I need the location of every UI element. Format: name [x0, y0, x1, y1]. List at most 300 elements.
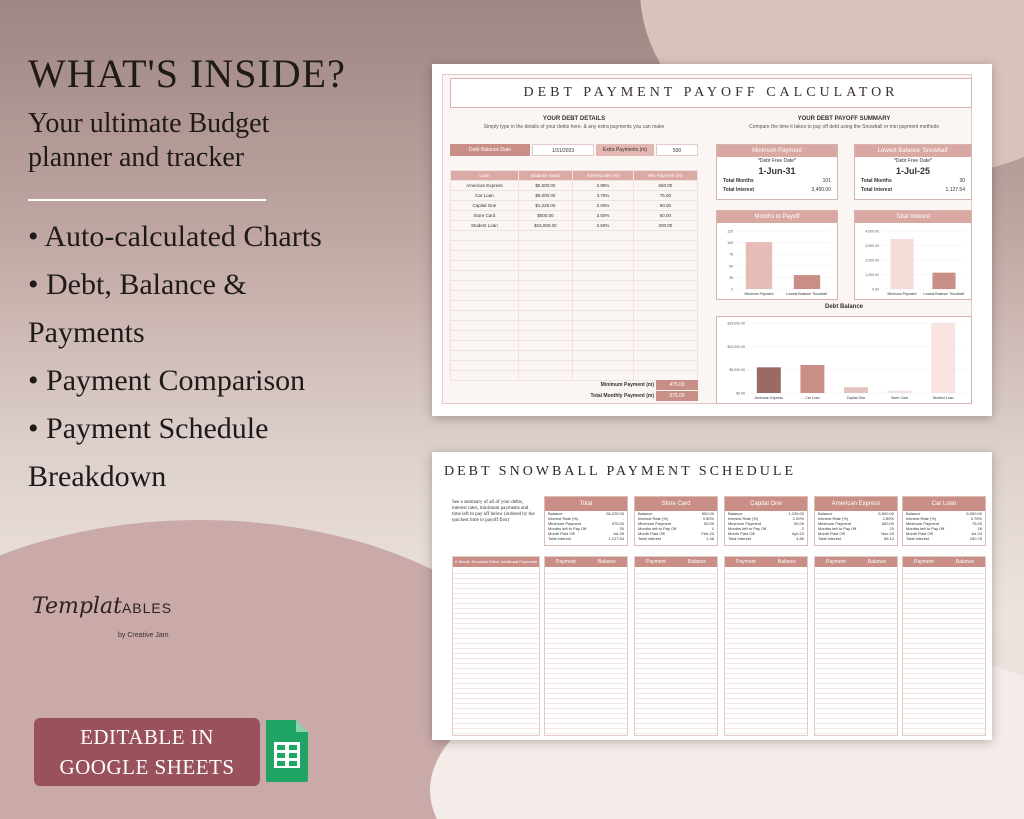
summary-label: Total Interest — [548, 536, 571, 541]
debt-chart-svg — [717, 317, 971, 403]
x-tick-label: Minimum Payment — [744, 292, 774, 296]
x-tick-label: Car Loan — [805, 396, 820, 400]
payment-column — [724, 556, 808, 736]
card-months-label: Total Months — [723, 178, 754, 184]
summary-card — [544, 496, 628, 546]
bar — [888, 391, 912, 393]
summary-value: 3.50% — [702, 516, 714, 521]
page-title: WHAT'S INSIDE? — [28, 51, 346, 96]
table-cell[interactable] — [451, 361, 519, 371]
summary-value: 75.00 — [971, 521, 982, 526]
schedule-rows — [903, 569, 985, 735]
summary-value: Apr-23 — [791, 531, 804, 536]
table-cell[interactable] — [518, 291, 572, 301]
table-cell[interactable] — [451, 321, 519, 331]
payment-column — [814, 556, 898, 736]
table-cell[interactable]: $15,000.00 — [518, 221, 572, 231]
table-row[interactable] — [451, 261, 698, 271]
table-cell[interactable] — [633, 341, 697, 351]
table-cell[interactable]: 75.00 — [633, 191, 697, 201]
table-cell[interactable] — [451, 271, 519, 281]
schedule-rows — [545, 569, 627, 735]
summary-value: 6,000.00 — [966, 511, 982, 516]
feature-item: • Auto-calculated Charts — [28, 220, 322, 253]
summary-value: Jul-24 — [971, 531, 982, 536]
table-cell[interactable]: Car Loan — [451, 191, 519, 201]
table-cell[interactable] — [451, 341, 519, 351]
column-header: Balance — [955, 559, 974, 565]
column-header: Month — [458, 559, 470, 564]
column-header: Balance — [777, 559, 796, 565]
payment-header — [903, 557, 985, 567]
table-header: Interest rate (%) — [573, 171, 634, 181]
bar — [757, 367, 781, 393]
bar — [746, 242, 772, 289]
table-cell[interactable] — [633, 231, 697, 241]
column-header: Balance — [687, 559, 706, 565]
summary-value: 1,127.54 — [608, 536, 624, 541]
card-interest: 3,450.00 — [811, 187, 831, 193]
y-tick-label: 0.00 — [872, 287, 879, 292]
total-payment-value: 975.00 — [656, 391, 698, 401]
y-tick-label: 2,000.00 — [865, 258, 879, 263]
table-row[interactable] — [451, 371, 698, 381]
table-row[interactable] — [451, 351, 698, 361]
payment-header — [545, 557, 627, 567]
schedule-rows — [725, 569, 807, 735]
summary-label: Total Interest — [728, 536, 751, 541]
min-payment-label: Minimum Payment (m) — [600, 382, 654, 388]
summary-value: 975.00 — [611, 521, 624, 526]
y-tick-label: 0 — [731, 287, 733, 292]
summary-value: 30 — [619, 526, 624, 531]
table-cell[interactable]: Capital One — [451, 201, 519, 211]
summary-card — [724, 496, 808, 546]
column-header: Snowball Effect — [471, 559, 499, 564]
summary-value: 5,500.00 — [878, 511, 894, 516]
table-cell[interactable] — [451, 311, 519, 321]
table-cell[interactable] — [518, 361, 572, 371]
schedule-rows — [453, 569, 539, 735]
table-cell[interactable] — [633, 271, 697, 281]
summary-value: 2 — [801, 526, 804, 531]
card-interest-label: Total Interest — [861, 187, 893, 193]
summary-label: Month Paid Off — [728, 531, 755, 536]
x-tick-label: Capital One — [846, 396, 866, 400]
summary-title: Total — [545, 497, 627, 511]
summary-title: Capital One — [725, 497, 807, 511]
table-header: Min Payment (m) — [633, 171, 697, 181]
interest-chart-svg — [855, 223, 971, 299]
card-free-label: *Debt Free Date* — [757, 158, 797, 164]
table-cell[interactable] — [573, 291, 634, 301]
summary-row — [815, 536, 897, 541]
card-months: 30 — [959, 178, 965, 184]
summary-label: Months left to Pay Off — [906, 526, 945, 531]
table-cell[interactable] — [573, 271, 634, 281]
summary-label: Total Interest — [638, 536, 661, 541]
table-cell[interactable] — [518, 331, 572, 341]
table-cell[interactable] — [451, 351, 519, 361]
table-cell[interactable] — [633, 251, 697, 261]
summary-label: Months left to Pay Off — [818, 526, 857, 531]
summary-label: Minimum Payment — [906, 521, 940, 526]
table-cell[interactable]: 2.50% — [573, 221, 634, 231]
column-header: Balance — [867, 559, 886, 565]
bar — [794, 275, 820, 289]
summary-value: 65.12 — [883, 536, 894, 541]
debt-chart-title: Debt Balance — [824, 304, 863, 310]
table-cell[interactable]: $5,500.00 — [518, 181, 572, 191]
table-cell[interactable] — [573, 241, 634, 251]
snowball-card — [854, 144, 972, 200]
table-cell[interactable]: 650.00 — [633, 181, 697, 191]
table-header: Loan — [451, 171, 519, 181]
chart-title: Months to Payoff — [717, 211, 837, 223]
schedule-intro: See a summary of all of your debts, interest rates, minimum payments and time left to pay off below (ordered by the quickest time to payoff first) — [452, 500, 535, 523]
summary-value: Feb-23 — [701, 531, 714, 536]
table-cell[interactable]: American Express — [451, 181, 519, 191]
payment-column — [634, 556, 718, 736]
table-cell[interactable] — [633, 281, 697, 291]
schedule-sheet — [432, 452, 992, 740]
chart-title: Total Interest — [855, 211, 971, 223]
table-cell[interactable] — [633, 331, 697, 341]
page-subtitle: Your ultimate Budget planner and tracker — [28, 108, 270, 173]
card-date: 1-Jul-25 — [895, 166, 930, 176]
summary-label: Minimum Payment — [638, 521, 672, 526]
feature-item: • Payment Schedule — [28, 412, 269, 445]
y-tick-label: $5,000.00 — [729, 368, 745, 373]
summary-label: Total Interest — [818, 536, 841, 541]
summary-title: YOUR DEBT PAYOFF SUMMARY — [797, 116, 891, 122]
table-cell[interactable] — [633, 361, 697, 371]
balance-date-input[interactable]: 1/31/2023 — [532, 144, 594, 156]
summary-card — [902, 496, 986, 546]
table-cell[interactable] — [633, 321, 697, 331]
table-cell[interactable] — [518, 351, 572, 361]
summary-label: Month Paid Off — [638, 531, 665, 536]
google-sheets-icon — [264, 718, 310, 784]
table-cell[interactable] — [633, 311, 697, 321]
card-months-label: Total Months — [861, 178, 892, 184]
summary-value: Nov-23 — [881, 531, 894, 536]
extra-payments-input[interactable]: 500 — [656, 144, 698, 156]
badge-line2: GOOGLE SHEETS — [59, 755, 235, 779]
table-cell[interactable] — [573, 351, 634, 361]
badge-line1: EDITABLE IN — [80, 725, 214, 749]
summary-subtitle: Compare the time it takes to pay off debt using the Snowball or min payment methods — [749, 124, 939, 130]
table-row[interactable] — [451, 271, 698, 281]
table-row[interactable] — [451, 251, 698, 261]
summary-label: Month Paid Off — [548, 531, 575, 536]
summary-label: Balance — [818, 511, 833, 516]
summary-label: Minimum Payment — [728, 521, 762, 526]
column-header: Payment — [914, 559, 934, 565]
table-row[interactable] — [451, 301, 698, 311]
column-header: Payment — [646, 559, 666, 565]
table-header: Balance owed — [518, 171, 572, 181]
table-cell[interactable] — [573, 281, 634, 291]
summary-label: Minimum Payment — [818, 521, 852, 526]
table-cell[interactable] — [573, 331, 634, 341]
table-cell[interactable] — [633, 371, 697, 381]
y-tick-label: 25 — [729, 275, 733, 280]
table-row[interactable] — [451, 191, 698, 201]
table-cell[interactable] — [573, 261, 634, 271]
bar — [800, 365, 824, 393]
summary-card — [814, 496, 898, 546]
table-row[interactable] — [451, 231, 698, 241]
debt-balance-chart — [716, 316, 972, 404]
x-tick-label: Minimum Payment — [887, 292, 917, 296]
summary-label: Months left to Pay Off — [728, 526, 767, 531]
card-interest: 1,127.54 — [945, 187, 965, 193]
month-columns — [452, 556, 540, 736]
summary-value: 50.00 — [793, 521, 804, 526]
table-cell[interactable] — [518, 341, 572, 351]
summary-value: 1.46 — [706, 536, 714, 541]
logo-suffix: ABLES — [121, 600, 173, 616]
table-row[interactable] — [451, 241, 698, 251]
feature-item: Breakdown — [28, 460, 167, 493]
payment-column — [902, 556, 986, 736]
summary-label: Months left to Pay Off — [548, 526, 587, 531]
table-cell[interactable] — [518, 271, 572, 281]
table-cell[interactable]: 2.00% — [573, 201, 634, 211]
summary-value: 28,225.00 — [606, 511, 624, 516]
payment-column — [544, 556, 628, 736]
summary-title: Car Loan — [903, 497, 985, 511]
summary-label: Interest Rate (%) — [638, 516, 669, 521]
table-cell[interactable] — [573, 361, 634, 371]
table-cell[interactable] — [518, 371, 572, 381]
total-payment-label: Total Monthly Payment (m) — [590, 393, 654, 399]
summary-value: 18 — [977, 526, 982, 531]
y-tick-label: 75 — [729, 252, 733, 257]
summary-row — [635, 536, 717, 541]
column-header: Payment — [736, 559, 756, 565]
summary-value: 500.00 — [701, 511, 714, 516]
card-interest-label: Total Interest — [723, 187, 755, 193]
min-payment-card — [716, 144, 838, 200]
column-header: Payment — [826, 559, 846, 565]
y-tick-label: 1,000.00 — [865, 273, 879, 277]
table-cell[interactable] — [518, 261, 572, 271]
x-tick-label: Student Loan — [932, 396, 954, 400]
summary-value: 600.00 — [881, 521, 894, 526]
table-cell[interactable]: Store Card — [451, 211, 519, 221]
table-cell[interactable] — [451, 301, 519, 311]
table-row[interactable] — [451, 311, 698, 321]
bar — [844, 387, 868, 393]
table-cell[interactable]: 50.00 — [633, 201, 697, 211]
table-cell[interactable] — [573, 231, 634, 241]
logo-byline: by Creative Jam — [118, 632, 169, 639]
table-cell[interactable] — [451, 231, 519, 241]
summary-row — [725, 536, 807, 541]
y-tick-label: 4,000.00 — [865, 229, 879, 234]
y-tick-label: 100 — [727, 241, 733, 246]
card-free-label: *Debt Free Date* — [893, 158, 933, 164]
details-subtitle: Simply type in the details of your debts here, & any extra payments you can make — [483, 124, 665, 130]
table-cell[interactable]: 3.50% — [573, 211, 634, 221]
months-chart — [716, 210, 838, 300]
table-cell[interactable]: 3.75% — [573, 191, 634, 201]
feature-list — [28, 213, 408, 501]
summary-label: Interest Rate (%) — [548, 516, 579, 521]
column-header: Payment — [556, 559, 576, 565]
table-cell[interactable] — [573, 251, 634, 261]
divider — [28, 199, 266, 201]
summary-row — [545, 536, 627, 541]
table-cell[interactable] — [451, 261, 519, 271]
debt-table — [450, 170, 698, 381]
table-cell[interactable] — [633, 241, 697, 251]
balance-date-label: Debt Balance Date — [450, 144, 530, 156]
summary-value: 4.80 — [796, 536, 804, 541]
table-row[interactable] — [451, 221, 698, 231]
feature-item: • Payment Comparison — [28, 364, 306, 397]
summary-value: 160.76 — [969, 536, 982, 541]
column-header: # — [455, 559, 458, 564]
bar — [932, 273, 955, 289]
payment-header — [635, 557, 717, 567]
details-title: YOUR DEBT DETAILS — [542, 116, 606, 122]
table-row[interactable] — [451, 281, 698, 291]
table-row[interactable] — [451, 181, 698, 191]
x-tick-label: American Express — [754, 396, 784, 400]
summary-value: 10 — [889, 526, 894, 531]
summary-label: Interest Rate (%) — [906, 516, 937, 521]
summary-label: Interest Rate (%) — [728, 516, 759, 521]
table-row[interactable] — [451, 211, 698, 221]
table-cell[interactable] — [451, 371, 519, 381]
summary-label: Months left to Pay Off — [638, 526, 677, 531]
payment-header — [725, 557, 807, 567]
payment-header — [815, 557, 897, 567]
x-tick-label: Lowest Balance 'Snowball' — [923, 292, 965, 296]
table-cell[interactable] — [518, 321, 572, 331]
table-row[interactable] — [451, 341, 698, 351]
table-cell[interactable]: 2.89% — [573, 181, 634, 191]
min-payment-value: 475.00 — [656, 380, 698, 390]
summary-value: 1,225.00 — [788, 511, 804, 516]
table-cell[interactable] — [573, 371, 634, 381]
table-cell[interactable]: $500.00 — [518, 211, 572, 221]
summary-row — [903, 536, 985, 541]
table-cell[interactable] — [518, 281, 572, 291]
schedule-rows — [815, 569, 897, 735]
table-cell[interactable]: $6,000.00 — [518, 191, 572, 201]
card-date: 1-Jun-31 — [758, 166, 796, 176]
summary-value: 2.89% — [882, 516, 894, 521]
brand-logo — [32, 594, 182, 654]
table-cell[interactable] — [573, 341, 634, 351]
table-cell[interactable] — [573, 321, 634, 331]
y-tick-label: $10,000.00 — [727, 344, 745, 349]
summary-label: Interest Rate (%) — [818, 516, 849, 521]
summary-label: Month Paid Off — [818, 531, 845, 536]
editable-badge — [34, 718, 260, 786]
table-cell[interactable]: 50.00 — [633, 211, 697, 221]
table-row[interactable] — [451, 321, 698, 331]
table-cell[interactable] — [518, 311, 572, 321]
table-row[interactable] — [451, 291, 698, 301]
months-chart-svg — [717, 223, 837, 299]
summary-title: American Express — [815, 497, 897, 511]
table-row[interactable] — [451, 361, 698, 371]
table-cell[interactable] — [451, 281, 519, 291]
summary-value: Jul-25 — [613, 531, 624, 536]
feature-item: • Debt, Balance & — [28, 268, 247, 301]
table-cell[interactable] — [633, 261, 697, 271]
table-cell[interactable] — [518, 251, 572, 261]
card-title: Lowest Balance 'Snowball' — [855, 145, 971, 157]
summary-label: Balance — [906, 511, 921, 516]
summary-label: Balance — [728, 511, 743, 516]
calculator-title: DEBT PAYMENT PAYOFF CALCULATOR — [450, 78, 972, 108]
table-cell[interactable] — [451, 251, 519, 261]
column-header: Balance — [597, 559, 616, 565]
x-tick-label: Store Card — [891, 396, 909, 400]
summary-title: Store Card — [635, 497, 717, 511]
table-row[interactable] — [451, 201, 698, 211]
calculator-sheet — [432, 64, 992, 416]
table-cell[interactable] — [451, 331, 519, 341]
month-header — [453, 557, 539, 567]
table-row[interactable] — [451, 331, 698, 341]
feature-item: Payments — [28, 316, 145, 349]
summary-value: 50.00 — [703, 521, 714, 526]
extra-payments-label: Extra Payments (m) — [596, 144, 654, 156]
table-cell[interactable]: $1,225.00 — [518, 201, 572, 211]
x-tick-label: Lowest Balance 'Snowball' — [786, 292, 828, 296]
table-cell[interactable]: Student Loan — [451, 221, 519, 231]
y-tick-label: $15,000.00 — [727, 321, 745, 326]
schedule-title: DEBT SNOWBALL PAYMENT SCHEDULE — [444, 464, 797, 479]
logo-script: Templat — [32, 594, 122, 619]
y-tick-label: 3,000.00 — [865, 244, 879, 248]
table-cell[interactable] — [518, 301, 572, 311]
summary-label: Month Paid Off — [906, 531, 933, 536]
table-cell[interactable] — [573, 301, 634, 311]
summary-label: Balance — [548, 511, 563, 516]
summary-label: Minimum Payment — [548, 521, 582, 526]
table-cell[interactable] — [573, 311, 634, 321]
table-cell[interactable] — [518, 231, 572, 241]
table-cell[interactable] — [633, 301, 697, 311]
summary-label: Total Interest — [906, 536, 929, 541]
summary-value: 3.75% — [970, 516, 982, 521]
interest-chart — [854, 210, 972, 300]
bar — [931, 323, 955, 393]
y-tick-label: 125 — [727, 229, 733, 234]
table-cell[interactable]: 200.00 — [633, 221, 697, 231]
intro-panel — [28, 50, 408, 501]
column-header: Additional Payments — [500, 559, 537, 564]
table-cell[interactable] — [633, 351, 697, 361]
table-cell[interactable] — [518, 241, 572, 251]
table-cell[interactable] — [451, 291, 519, 301]
summary-value: 2.00% — [792, 516, 804, 521]
table-cell[interactable] — [451, 241, 519, 251]
summary-card — [634, 496, 718, 546]
card-months: 101 — [822, 178, 831, 184]
bar — [890, 239, 913, 289]
summary-value: - — [622, 516, 624, 521]
table-cell[interactable] — [633, 291, 697, 301]
